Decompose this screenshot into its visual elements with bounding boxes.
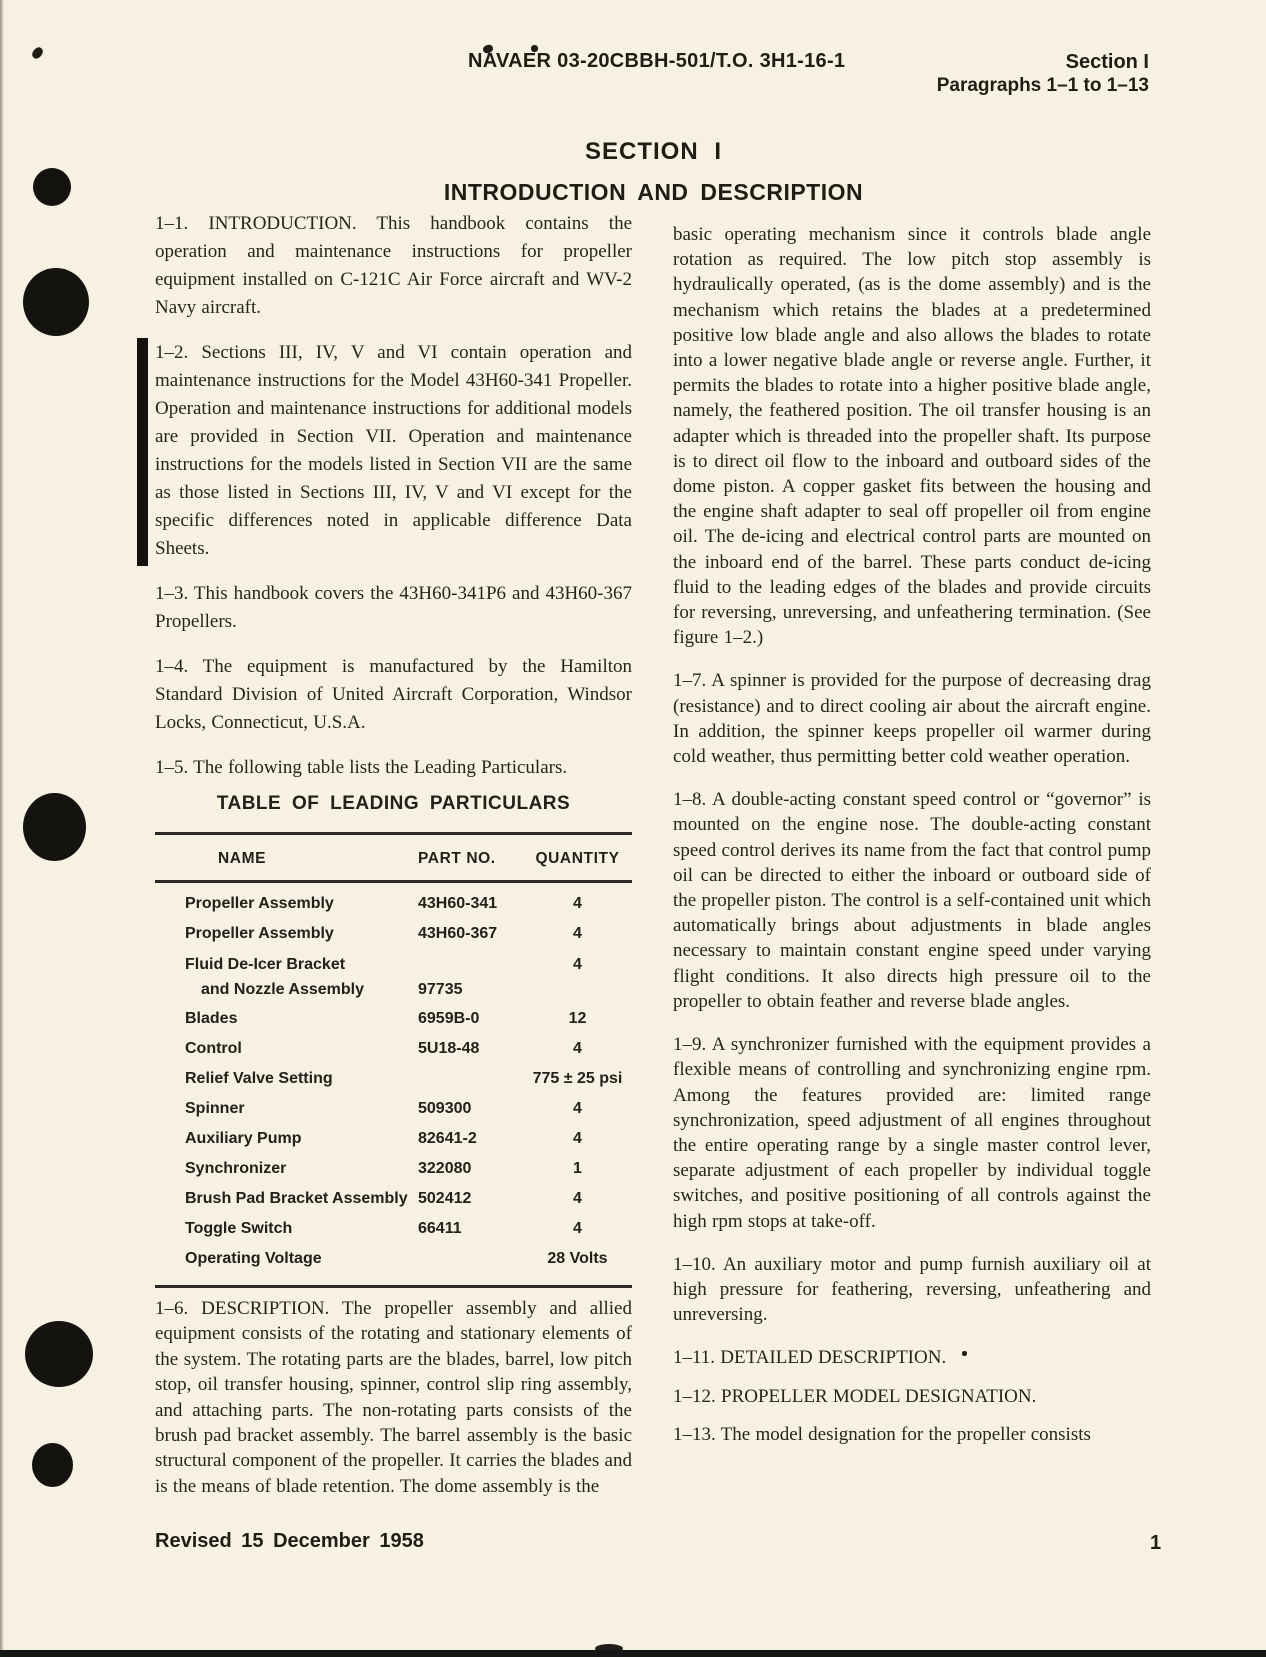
paragraph-1-5: 1–5. The following table lists the Leading Particulars.: [155, 757, 568, 778]
cell-name: Auxiliary Pump: [185, 1130, 302, 1147]
paragraph-1-12: 1–12. PROPELLER MODEL DESIGNATION.: [673, 1385, 1037, 1407]
table-row: [155, 1094, 632, 1124]
punch-hole: [25, 1321, 93, 1387]
cell-part: 82641-2: [418, 1130, 477, 1147]
paragraph-1-2: 1–2. Sections III, IV, V and VI contain operation and maintenance instructions for the Model 43H60-341 Propeller. Operation and maintenance instructions for additional models are provided in Section VII. Operation and maintenance instructions for the models listed in Section VII are the same as those listed in Sections III, IV, V and VI except for the specific differences noted in applicable difference Data Sheets.: [155, 342, 632, 559]
table-row: [155, 1244, 632, 1274]
cell-name-line1: Fluid De-Icer Bracket: [185, 956, 346, 973]
cell-qty: 1: [573, 1160, 582, 1177]
cell-part: 66411: [418, 1220, 462, 1237]
change-bar: [137, 338, 148, 566]
paragraph-1-13: 1–13. The model designation for the propeller consists: [673, 1423, 1091, 1445]
cell-qty: 4: [573, 925, 582, 942]
header-right: [937, 50, 1149, 98]
cell-name: Operating Voltage: [185, 1250, 322, 1267]
header-section-label: Section I: [1065, 51, 1149, 73]
cell-name: Control: [185, 1040, 242, 1057]
cell-part: 5U18-48: [418, 1040, 480, 1057]
table-row: [155, 1184, 632, 1214]
cell-name: Propeller Assembly: [185, 895, 334, 912]
section-subtitle: INTRODUCTION AND DESCRIPTION: [443, 179, 864, 205]
punch-hole: [23, 268, 89, 336]
scan-speck: [30, 46, 44, 61]
page-number: 1: [1150, 1532, 1162, 1554]
paragraph-1-4: 1–4. The equipment is manufactured by the Hamilton Standard Division of United Aircraft Corporation, Windsor Locks, Connecticut, U.S.A.: [155, 656, 632, 733]
cell-qty: 4: [573, 1190, 582, 1207]
paragraph-1-7: 1–7. A spinner is provided for the purpose of decreasing drag (resistance) and to direct cooling air about the aircraft engine. In addition, the spinner keeps propeller oil warmer during cold weather, thus permitting better cold weather operation.: [673, 670, 1151, 768]
table-row: [155, 1124, 632, 1154]
cell-part: 97735: [418, 981, 463, 998]
punch-hole: [33, 168, 71, 206]
cell-part: 43H60-341: [418, 895, 498, 912]
paragraph-1-3: 1–3. This handbook covers the 43H60-341P6 and 43H60-367 Propellers.: [155, 583, 632, 632]
table-rule-bottom: [155, 1285, 632, 1288]
cell-qty: 12: [568, 1010, 587, 1027]
column-header-part-no: PART NO.: [418, 850, 496, 867]
cell-name: Blades: [185, 1010, 238, 1027]
table-body: [155, 883, 632, 1276]
paragraph-1-9: 1–9. A synchronizer furnished with the equipment provides a flexible means of controlling and synchronizing engine rpm. Among the features provided are: limited range synchronization, speed adjustment of all engines throughout the entire operating range by a single master control lever, separate adjustment of each propeller by individual toggle switches, and positive positioning of all controls against the high rpm stops at take-off.: [673, 1034, 1151, 1232]
cell-qty: 4: [573, 1130, 582, 1147]
cell-qty: 4: [573, 956, 582, 973]
cell-name: Toggle Switch: [185, 1220, 293, 1237]
cell-name: Brush Pad Bracket Assembly: [185, 1190, 408, 1207]
table-header-row: [155, 835, 632, 880]
header-doc-number: NAVAER 03-20CBBH-501/T.O. 3H1-16-1: [468, 50, 846, 72]
table-row: [155, 1154, 632, 1184]
cell-qty: 775 ± 25 psi: [532, 1070, 623, 1087]
table-row: [155, 1034, 632, 1064]
paragraph-1-1: 1–1. INTRODUCTION. This handbook contains the operation and maintenance instructions for propeller equipment installed on C-121C Air Force aircraft and WV-2 Navy aircraft.: [155, 213, 632, 318]
cell-qty: 4: [573, 1220, 582, 1237]
left-column-lower: [155, 1296, 632, 1499]
cell-name: [155, 952, 418, 1002]
cell-part: 43H60-367: [418, 925, 498, 942]
paragraph-1-11: 1–11. DETAILED DESCRIPTION.: [673, 1347, 947, 1369]
cell-part: 6959B-0: [418, 1010, 480, 1027]
paragraph-1-8: 1–8. A double-acting constant speed control or “governor” is mounted on the engine nose. The double-acting constant speed control derives its name from the fact that control pump oil can be directed to either the inboard or outboard side of the propeller piston. The control is a self-contained unit which automatically brings about adjustments in blade angles necessary to maintain constant engine speed under varying flight conditions. It also directs high pressure oil to the propeller to obtain feather and reverse blade angles.: [673, 789, 1151, 1012]
cell-part: 502412: [418, 1190, 472, 1207]
table-row: [155, 1004, 632, 1034]
cell-qty: 4: [573, 895, 582, 912]
left-column-upper: [155, 210, 632, 799]
cell-name: Propeller Assembly: [185, 925, 334, 942]
table-row: [155, 889, 632, 919]
punch-hole: [23, 793, 86, 861]
cell-name: Spinner: [185, 1100, 245, 1117]
page-bottom-edge: [0, 1650, 1266, 1657]
table-row: [155, 919, 632, 949]
cell-qty: 4: [573, 1040, 582, 1057]
cell-part: 509300: [418, 1100, 472, 1117]
cell-part: 322080: [418, 1160, 472, 1177]
table-row: [155, 949, 632, 1004]
cell-name-line2: and Nozzle Assembly: [201, 981, 365, 998]
footer-revision-date: Revised 15 December 1958: [155, 1530, 424, 1552]
column-header-quantity: QUANTITY: [535, 850, 620, 867]
cell-name: Relief Valve Setting: [185, 1070, 333, 1087]
paragraph-1-10: 1–10. An auxiliary motor and pump furnish auxiliary oil at high pressure for feathering, reversing, unfeathering and unreversing.: [673, 1253, 1151, 1326]
paragraph-1-6: 1–6. DESCRIPTION. The propeller assembly and allied equipment consists of the rotating and stationary elements of the system. The rotating parts are the blades, barrel, low pitch stop, oil transfer housing, spinner, control slip ring assembly, and attaching parts. The non-rotating parts consists of the brush pad bracket assembly. The barrel assembly is the basic structural component of the propeller. It carries the blades and is the means of blade retention. The dome assembly is the: [155, 1298, 632, 1497]
leading-particulars-table: [155, 793, 632, 1288]
cell-qty: 4: [573, 1100, 582, 1117]
paragraph-1-6-continued: basic operating mechanism since it controls blade angle rotation as required. The low pitch stop assembly is hydraulically operated, (as is the dome assembly) and is the mechanism which retains the blades at a predetermined positive low blade angle and also allows the blades to rotate into a lower negative blade angle or reverse angle. Further, it permits the blades to rotate into a higher positive blade angle, namely, the feathered position. The oil transfer housing is an adapter which is threaded into the propeller shaft. Its purpose is to direct oil flow to the inboard and outboard sides of the dome piston. A copper gasket fits between the housing and the engine shaft adapter to seal off propeller oil from engine oil. The de-icing and electrical control parts are mounted on the inboard end of the barrel. These parts conduct de-icing fluid to the leading edges of the blades and provide circuits for reversing, unreversing, and unfeathering termination. (See figure 1–2.): [673, 224, 1151, 649]
table-row: [155, 1064, 632, 1094]
table-row: [155, 1214, 632, 1244]
table-title: TABLE OF LEADING PARTICULARS: [216, 793, 571, 814]
cell-name: Synchronizer: [185, 1160, 287, 1177]
section-heading: [155, 138, 1152, 206]
header-paragraph-range: Paragraphs 1–1 to 1–13: [936, 75, 1149, 96]
column-header-name: NAME: [218, 850, 267, 867]
section-title: SECTION I: [584, 138, 722, 165]
page-left-edge: [0, 0, 4, 1657]
right-column: [673, 222, 1151, 1465]
cell-qty: 28 Volts: [547, 1250, 608, 1267]
punch-hole: [32, 1443, 73, 1487]
